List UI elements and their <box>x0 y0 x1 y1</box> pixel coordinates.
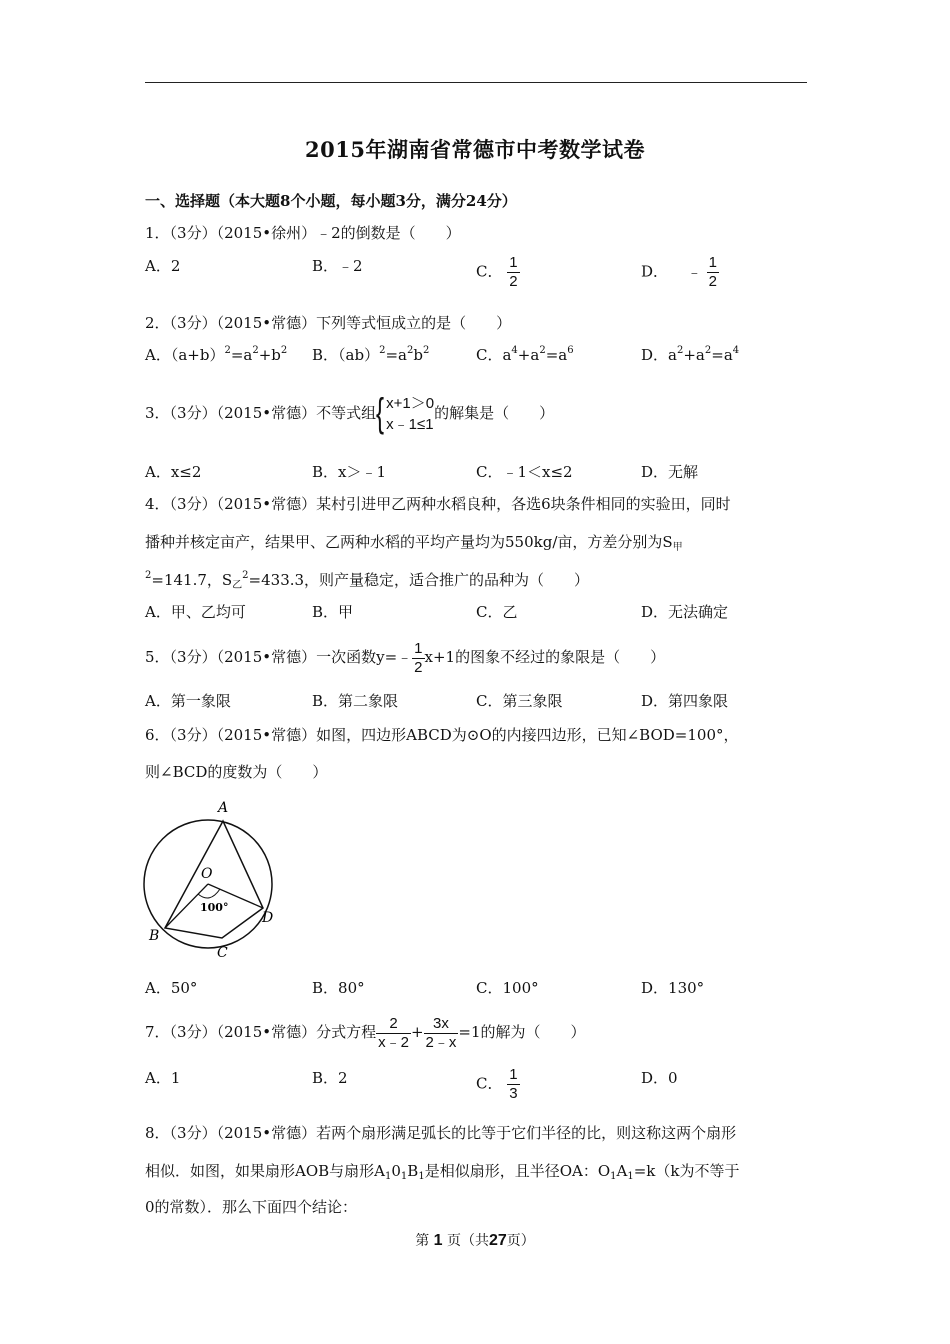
header-rule <box>145 82 807 83</box>
exponent: 2 <box>145 570 152 581</box>
text: C．a <box>476 346 512 364</box>
fraction-numerator: 1 <box>708 254 717 271</box>
q5-stem <box>145 637 665 677</box>
exponent: 2 <box>406 345 414 356</box>
q3-option-a: A．x≤2 <box>145 463 202 481</box>
q1-d-sign: ﹣ <box>686 262 702 281</box>
text: +b <box>258 346 281 364</box>
brace-icon: { <box>376 391 385 435</box>
q1-c-label: C． <box>476 262 503 281</box>
q7-option-d: D．0 <box>641 1069 678 1087</box>
exponent: 2 <box>242 570 249 581</box>
q4-option-d: D．无法确定 <box>641 603 729 621</box>
exponent: 2 <box>704 345 712 356</box>
q3-stem <box>145 390 554 436</box>
text: =a <box>545 346 568 364</box>
section-heading: 一、选择题（本大题8个小题，每小题3分，满分24分） <box>145 192 517 210</box>
exponent: 2 <box>379 345 386 356</box>
fraction-denominator: 2 <box>414 658 423 676</box>
q7-fraction-1 <box>376 1015 411 1052</box>
text: B <box>407 1162 419 1180</box>
q2-stem: 2．（3分）（2015•常德）下列等式恒成立的是（ ） <box>145 314 512 332</box>
exponent: 6 <box>567 345 574 356</box>
q3-stem-text: 的解集是（ ） <box>434 404 555 422</box>
text: +a <box>683 346 705 364</box>
text: 是相似扇形，且半径OA：O <box>424 1162 611 1180</box>
q6-option-a: A．50° <box>145 979 198 997</box>
q7-option-b: B．2 <box>312 1069 348 1087</box>
exponent: 2 <box>224 345 231 356</box>
q5-option-b: B．第二象限 <box>312 692 399 710</box>
q1-option-c <box>476 254 520 291</box>
fraction-numerator: 3x <box>424 1015 459 1034</box>
exponent: 4 <box>732 345 740 356</box>
subscript: 1 <box>418 1171 425 1182</box>
page-number: 1 <box>433 1232 443 1249</box>
text: 页（共 <box>447 1233 489 1249</box>
text: +a <box>517 346 540 364</box>
inequality-row: x+1＞0 <box>386 395 435 412</box>
subscript: 乙 <box>232 580 243 591</box>
text: 页） <box>506 1233 535 1249</box>
q1-d-fraction <box>707 254 719 291</box>
exponent: 2 <box>539 345 546 356</box>
q6-option-b: B．80° <box>312 979 365 997</box>
q1-option-a: A．2 <box>145 257 181 275</box>
q8-line-3: 0的常数）．那么下面四个结论： <box>145 1198 358 1216</box>
q1-option-b: B．﹣2 <box>312 257 363 275</box>
inequality-row: x﹣1≤1 <box>386 416 434 433</box>
exponent: 4 <box>511 345 518 356</box>
q7-c-fraction <box>507 1066 519 1103</box>
text: 播种并核定亩产，结果甲、乙两种水稻的平均产量均为550kg/亩，方差分别为S <box>145 533 673 551</box>
q7-stem <box>145 1012 586 1052</box>
plus-sign: + <box>410 1023 424 1041</box>
q5-option-c: C．第三象限 <box>476 692 563 710</box>
q4-option-a: A．甲、乙均可 <box>145 603 246 621</box>
label-a: A <box>218 800 229 816</box>
fraction-denominator: 2 <box>708 273 717 290</box>
q1-option-d <box>641 254 719 291</box>
q6-line-1: 6．（3分）（2015•常德）如图，四边形ABCD为⊙O的内接四边形，已知∠BOD=100°， <box>145 726 739 744</box>
text: =1的解为（ ） <box>458 1023 586 1041</box>
fraction-numerator: 1 <box>509 1066 518 1083</box>
text: =a <box>385 346 407 364</box>
q3-stem-text: 3．（3分）（2015•常德）不等式组 <box>145 404 377 422</box>
fraction-denominator: 3 <box>509 1085 518 1102</box>
q2-option-b <box>312 345 429 365</box>
fraction-numerator: 1 <box>509 254 518 271</box>
label-d: D <box>262 910 274 926</box>
q7-option-a: A．1 <box>145 1069 181 1087</box>
q7-c-label: C． <box>476 1074 503 1093</box>
q3-option-c: C．﹣1＜x≤2 <box>476 463 573 481</box>
q1-stem: 1．（3分）（2015•徐州）﹣2的倒数是（ ） <box>145 224 461 242</box>
page-footer <box>0 1230 950 1250</box>
q4-option-c: C．乙 <box>476 603 518 621</box>
text: D．a <box>641 346 677 364</box>
page-title: 2015年湖南省常德市中考数学试卷 <box>305 137 645 162</box>
q1-c-fraction <box>507 254 519 291</box>
q3-option-b: B．x＞﹣1 <box>312 463 387 481</box>
text: 5．（3分）（2015•常德）一次函数y=﹣ <box>145 648 413 666</box>
fraction-denominator: 2 <box>509 273 518 290</box>
q8-line-2 <box>145 1161 739 1181</box>
q5-option-d: D．第四象限 <box>641 692 729 710</box>
q4-line-1: 4．（3分）（2015•常德）某村引进甲乙两种水稻良种，各选6块条件相同的实验田，同时 <box>145 495 731 513</box>
fraction-denominator: x﹣2 <box>378 1033 409 1051</box>
text: =k（k为不等于 <box>633 1162 740 1180</box>
exponent: 2 <box>422 345 430 356</box>
angle-label: 100° <box>200 901 229 914</box>
subscript: 1 <box>610 1171 617 1182</box>
text: 0 <box>391 1162 401 1180</box>
text: =433.3，则产量稳定，适合推广的品种为（ ） <box>248 571 590 589</box>
text: A <box>616 1162 628 1180</box>
exponent: 2 <box>676 345 684 356</box>
q4-line-2 <box>145 532 683 552</box>
subscript: 1 <box>627 1171 634 1182</box>
q4-line-3 <box>145 570 589 590</box>
q5-option-a: A．第一象限 <box>145 692 231 710</box>
q1-d-label: D． <box>641 262 669 281</box>
text: 相似．如图，如果扇形AOB与扇形A <box>145 1162 385 1180</box>
q7-fraction-2 <box>424 1015 459 1052</box>
text: =141.7，S <box>151 571 233 589</box>
q7-option-c <box>476 1066 520 1103</box>
fraction-numerator: 2 <box>376 1015 411 1034</box>
q6-option-c: C．100° <box>476 979 539 997</box>
circle-quadrilateral-figure <box>140 800 290 965</box>
subscript: 1 <box>400 1171 408 1182</box>
text: =a <box>711 346 733 364</box>
exponent: 2 <box>280 345 288 356</box>
q5-fraction <box>412 640 424 677</box>
text: 7．（3分）（2015•常德）分式方程 <box>145 1023 377 1041</box>
q3-option-d: D．无解 <box>641 463 699 481</box>
text: =a <box>230 346 253 364</box>
label-o: O <box>201 866 213 882</box>
text: b <box>413 346 423 364</box>
q6-option-d: D．130° <box>641 979 705 997</box>
q4-option-b: B．甲 <box>312 603 354 621</box>
subscript: 1 <box>385 1171 392 1182</box>
quadrilateral-abcd <box>165 821 263 938</box>
q6-line-2: 则∠BCD的度数为（ ） <box>145 763 328 781</box>
q2-option-a <box>145 345 287 365</box>
subscript: 甲 <box>672 542 683 553</box>
fraction-numerator: 1 <box>414 639 423 657</box>
q2-option-c <box>476 345 574 365</box>
text: x+1的图象不经过的象限是（ ） <box>424 648 666 666</box>
q2-option-d <box>641 345 739 365</box>
inequality-system <box>376 393 434 435</box>
page-total: 27 <box>489 1232 507 1249</box>
fraction-denominator: 2﹣x <box>425 1033 457 1051</box>
exponent: 2 <box>252 345 259 356</box>
text: A．（a+b） <box>145 346 225 364</box>
text: 第 <box>415 1233 430 1249</box>
label-b: B <box>149 928 160 944</box>
label-c: C <box>217 945 228 961</box>
text: B．（ab） <box>312 346 380 364</box>
q8-line-1: 8．（3分）（2015•常德）若两个扇形满足弧长的比等于它们半径的比，则这称这两个扇形 <box>145 1124 737 1142</box>
